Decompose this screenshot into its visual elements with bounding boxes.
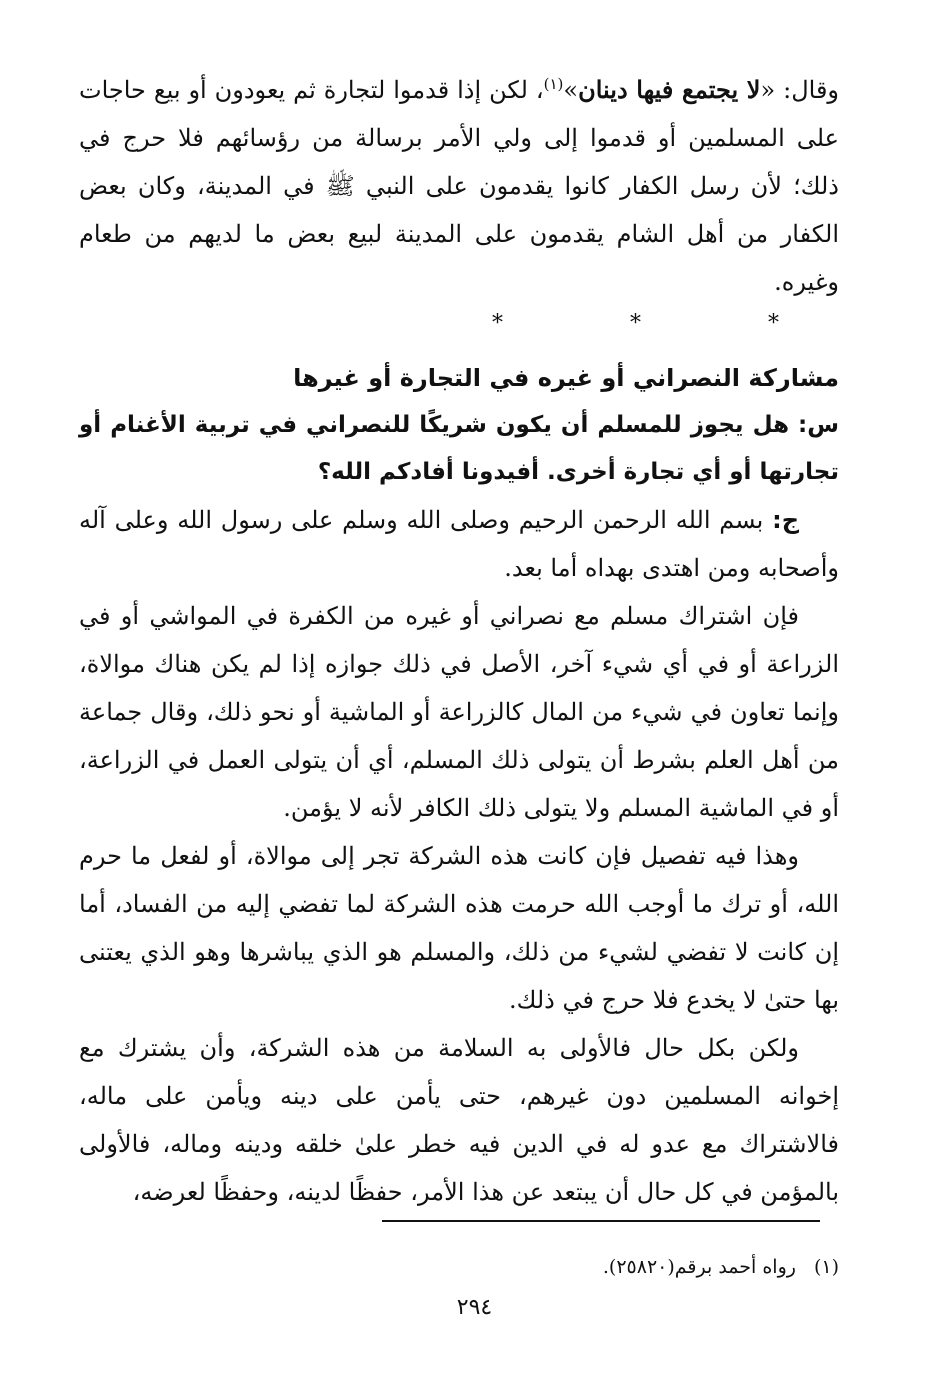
body-paragraph-1: فإن اشتراك مسلم مع نصراني أو غيره من الكفرة في المواشي أو في الزراعة أو في أي شيء آخر، الأصل في ذلك جوازه إذا لم يكن هناك موالاة، وإنما تعاون في شيء من المال كالزراعة أو الماشية أو نحو ذلك، وقال جماعة من أهل العلم بشرط أن يتولى ذلك المسلم، أي أن يتولى العمل في الزراعة، أو في الماشية المسلم ولا يتولى ذلك الكافر لأنه لا يؤمن. bbox=[79, 602, 839, 822]
hadith-quote: لا يجتمع فيها دينان bbox=[578, 75, 761, 104]
question-text: س: هل يجوز للمسلم أن يكون شريكًا للنصراني في تربية الأغنام أو تجارتها أو أي تجارة أخرى. أفيدونا أفادكم الله؟ bbox=[79, 412, 839, 485]
page-number: ٢٩٤ bbox=[456, 1295, 493, 1320]
quote-close: » bbox=[563, 76, 579, 104]
intro-lead: وقال: « bbox=[760, 76, 840, 104]
body-text bbox=[79, 66, 839, 1216]
intro-rest: ، لكن إذا قدموا لتجارة ثم يعودون أو بيع حاجات على المسلمين أو قدموا إلى ولي الأمر برسالة من رؤسائهم فلا حرج في ذلك؛ لأن رسل الكفار كانوا يقدمون على النبي ﷺ في المدينة، وكان بعض الكفار من أهل الشام يقدمون على المدينة لبيع بعض ما لديهم من طعام وغيره. bbox=[79, 76, 839, 296]
body-paragraph-2: وهذا فيه تفصيل فإن كانت هذه الشركة تجر إلى موالاة، أو لفعل ما حرم الله، أو ترك ما أوجب الله حرمت هذه الشركة لما تفضي إليه من الفساد، أما إن كانت لا تفضي لشيء من ذلك، والمسلم هو الذي يباشرها وهو الذي يعتنى بها حتىٰ لا يخدع فلا حرج في ذلك. bbox=[79, 842, 839, 1014]
section-separator: * * * bbox=[492, 311, 839, 336]
footnote-number: (١) bbox=[813, 1256, 839, 1278]
body-paragraph-3: ولكن بكل حال فالأولى به السلامة من هذه الشركة، وأن يشترك مع إخوانه المسلمين دون غيرهم، حتى يأمن على دينه ويأمن على ماله، فالاشتراك مع عدو له في الدين فيه خطر علىٰ خلقه ودينه وماله، فالأولى بالمؤمن في كل حال أن يبتعد عن هذا الأمر، حفظًا لدينه، وحفظًا لعرضه، bbox=[79, 1034, 839, 1206]
answer-opening bbox=[79, 496, 839, 592]
intro-paragraph bbox=[79, 66, 839, 306]
footnote-divider bbox=[382, 1220, 820, 1222]
footnote-reference[interactable]: (١) bbox=[543, 75, 564, 93]
footnote-text: رواه أحمد برقم(٢٥٨٢٠). bbox=[602, 1256, 796, 1278]
footnote bbox=[603, 1253, 839, 1281]
answer-label: ج: bbox=[772, 506, 799, 534]
answer-opening-text: بسم الله الرحمن الرحيم وصلى الله وسلم على رسول الله وعلى آله وأصحابه ومن اهتدى بهداه أما بعد. bbox=[79, 506, 839, 582]
section-heading: مشاركة النصراني أو غيره في التجارة أو غيرها bbox=[293, 364, 839, 392]
